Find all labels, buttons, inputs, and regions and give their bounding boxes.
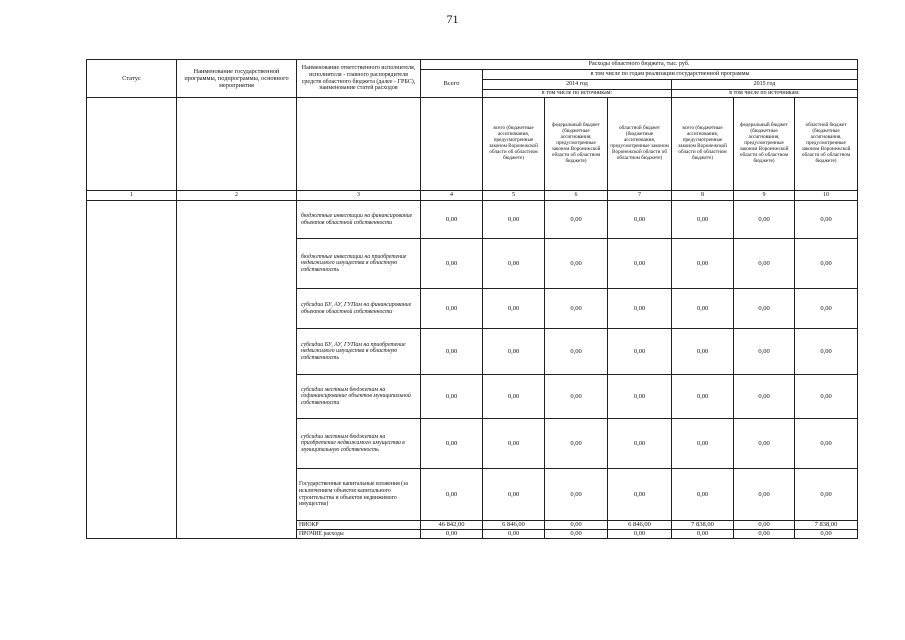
value-cell: 6 846,00: [483, 521, 545, 530]
row-label: субсидии местным бюджетам на софинансирование объектов муниципальной собственности: [297, 375, 421, 419]
value-cell: 0,00: [421, 329, 483, 375]
value-cell: 0,00: [672, 469, 734, 521]
value-cell: 0,00: [672, 239, 734, 289]
header-col-federal-2014: федеральный бюджет (бюджетные ассигнования, предусмотренные законом Воронежской области об областном бюджете): [545, 98, 608, 191]
header-col-total-2014: всего (бюджетные ассигнования, предусмотренные законом Воронежской области об областном бюджете): [483, 98, 545, 191]
value-cell: 0,00: [734, 201, 795, 239]
value-cell: 0,00: [608, 201, 672, 239]
column-number: 9: [734, 191, 795, 201]
value-cell: 0,00: [545, 329, 608, 375]
value-cell: 0,00: [421, 419, 483, 469]
column-number: 2: [177, 191, 297, 201]
row-label: бюджетные инвестиции на приобретение недвижимого имущества в областную собственность: [297, 239, 421, 289]
column-number: 5: [483, 191, 545, 201]
status-cell: [87, 201, 177, 539]
value-cell: 0,00: [545, 419, 608, 469]
value-cell: 0,00: [421, 239, 483, 289]
value-cell: 0,00: [483, 201, 545, 239]
value-cell: 0,00: [672, 375, 734, 419]
header-status-cont: [87, 98, 177, 191]
value-cell: 0,00: [421, 469, 483, 521]
header-year-2015: 2015 год: [672, 80, 858, 90]
value-cell: 0,00: [795, 530, 858, 539]
value-cell: 0,00: [545, 289, 608, 329]
value-cell: 0,00: [608, 375, 672, 419]
value-cell: 0,00: [672, 201, 734, 239]
header-year-2014: 2014 год: [483, 80, 672, 90]
budget-table: [86, 59, 858, 539]
value-cell: 0,00: [795, 469, 858, 521]
value-cell: 0,00: [421, 375, 483, 419]
value-cell: 0,00: [608, 289, 672, 329]
value-cell: 0,00: [608, 419, 672, 469]
value-cell: 0,00: [608, 469, 672, 521]
value-cell: 0,00: [545, 201, 608, 239]
value-cell: 0,00: [795, 329, 858, 375]
row-label: Государственные капитальные вложения (за исключением объектов капитального строительства и объектов недвижимого имущества): [297, 469, 421, 521]
value-cell: 0,00: [672, 329, 734, 375]
header-program-name: Наименование государственной программы, подпрограммы, основного мероприятия: [177, 60, 297, 98]
value-cell: 0,00: [545, 469, 608, 521]
value-cell: 0,00: [734, 289, 795, 329]
value-cell: 0,00: [795, 419, 858, 469]
value-cell: 0,00: [734, 329, 795, 375]
header-col-regional-2015: областной бюджет (бюджетные ассигнования, предусмотренные законом Воронежской области об областном бюджете): [795, 98, 858, 191]
value-cell: 7 838,00: [672, 521, 734, 530]
value-cell: 0,00: [483, 375, 545, 419]
header-by-years: в том числе по годам реализации государственной программы: [483, 70, 858, 80]
value-cell: 0,00: [483, 530, 545, 539]
column-number: 3: [297, 191, 421, 201]
header-total: Всего: [421, 70, 483, 98]
header-col-regional-2014: областной бюджет (бюджетные ассигнования, предусмотренные законом Воронежской области об областном бюджете): [608, 98, 672, 191]
value-cell: 0,00: [483, 289, 545, 329]
value-cell: 0,00: [421, 289, 483, 329]
value-cell: 0,00: [608, 530, 672, 539]
table-body: [87, 201, 858, 539]
header-by-sources-2015: в том числе по источникам:: [672, 90, 858, 98]
value-cell: 0,00: [795, 289, 858, 329]
value-cell: 0,00: [483, 419, 545, 469]
value-cell: 0,00: [734, 469, 795, 521]
value-cell: 0,00: [483, 239, 545, 289]
column-number: 6: [545, 191, 608, 201]
value-cell: 0,00: [608, 239, 672, 289]
value-cell: 0,00: [734, 239, 795, 289]
value-cell: 0,00: [608, 329, 672, 375]
header-col-federal-2015: федеральный бюджет (бюджетные ассигнования, предусмотренные законом Воронежской области об областном бюджете): [734, 98, 795, 191]
header-col-total-2015: всего (бюджетные ассигнования, предусмотренные законом Воронежской области об областном бюджете): [672, 98, 734, 191]
header-status: Статус: [87, 60, 177, 98]
value-cell: 0,00: [545, 239, 608, 289]
table-row: [87, 201, 858, 239]
value-cell: 0,00: [545, 521, 608, 530]
column-number-row: [87, 191, 858, 201]
row-label: НИОКР: [297, 521, 421, 530]
value-cell: 7 838,00: [795, 521, 858, 530]
value-cell: 0,00: [734, 530, 795, 539]
column-number: 4: [421, 191, 483, 201]
value-cell: 0,00: [734, 419, 795, 469]
value-cell: 0,00: [795, 201, 858, 239]
row-label: субсидии местным бюджетам на приобретение недвижимого имущества в муниципальную собственность: [297, 419, 421, 469]
value-cell: 0,00: [672, 289, 734, 329]
value-cell: 0,00: [421, 530, 483, 539]
value-cell: 0,00: [734, 521, 795, 530]
column-number: 10: [795, 191, 858, 201]
header-budget-expenses: Расходы областного бюджета, тыс. руб.: [421, 60, 858, 70]
value-cell: 0,00: [483, 329, 545, 375]
header-by-sources-2014: в том числе по источникам:: [483, 90, 672, 98]
value-cell: 0,00: [483, 469, 545, 521]
column-number: 8: [672, 191, 734, 201]
value-cell: 0,00: [421, 201, 483, 239]
value-cell: 0,00: [672, 530, 734, 539]
row-label: субсидии БУ, АУ, ГУПам на финансирование объектов областной собственности: [297, 289, 421, 329]
column-number: 1: [87, 191, 177, 201]
header-executor: Наименование ответственного исполнителя, исполнителя - главного распорядителя средств областного бюджета (далее - ГРБС), наименование статей расходов: [297, 60, 421, 98]
row-label: ПРОЧИЕ расходы: [297, 530, 421, 539]
row-label: бюджетные инвестиции на финансирование объектов областной собственности: [297, 201, 421, 239]
row-label: субсидии БУ, АУ, ГУПам на приобретение недвижимого имущества в областную собственность: [297, 329, 421, 375]
value-cell: 6 846,00: [608, 521, 672, 530]
value-cell: 0,00: [795, 239, 858, 289]
page-number: 71: [446, 12, 459, 26]
value-cell: 0,00: [734, 375, 795, 419]
column-number: 7: [608, 191, 672, 201]
header-program-cont: [177, 98, 297, 191]
value-cell: 0,00: [545, 375, 608, 419]
header-executor-cont: [297, 98, 421, 191]
value-cell: 46 842,00: [421, 521, 483, 530]
header-total-cont: [421, 98, 483, 191]
value-cell: 0,00: [545, 530, 608, 539]
value-cell: 0,00: [672, 419, 734, 469]
value-cell: 0,00: [795, 375, 858, 419]
program-cell: [177, 201, 297, 539]
